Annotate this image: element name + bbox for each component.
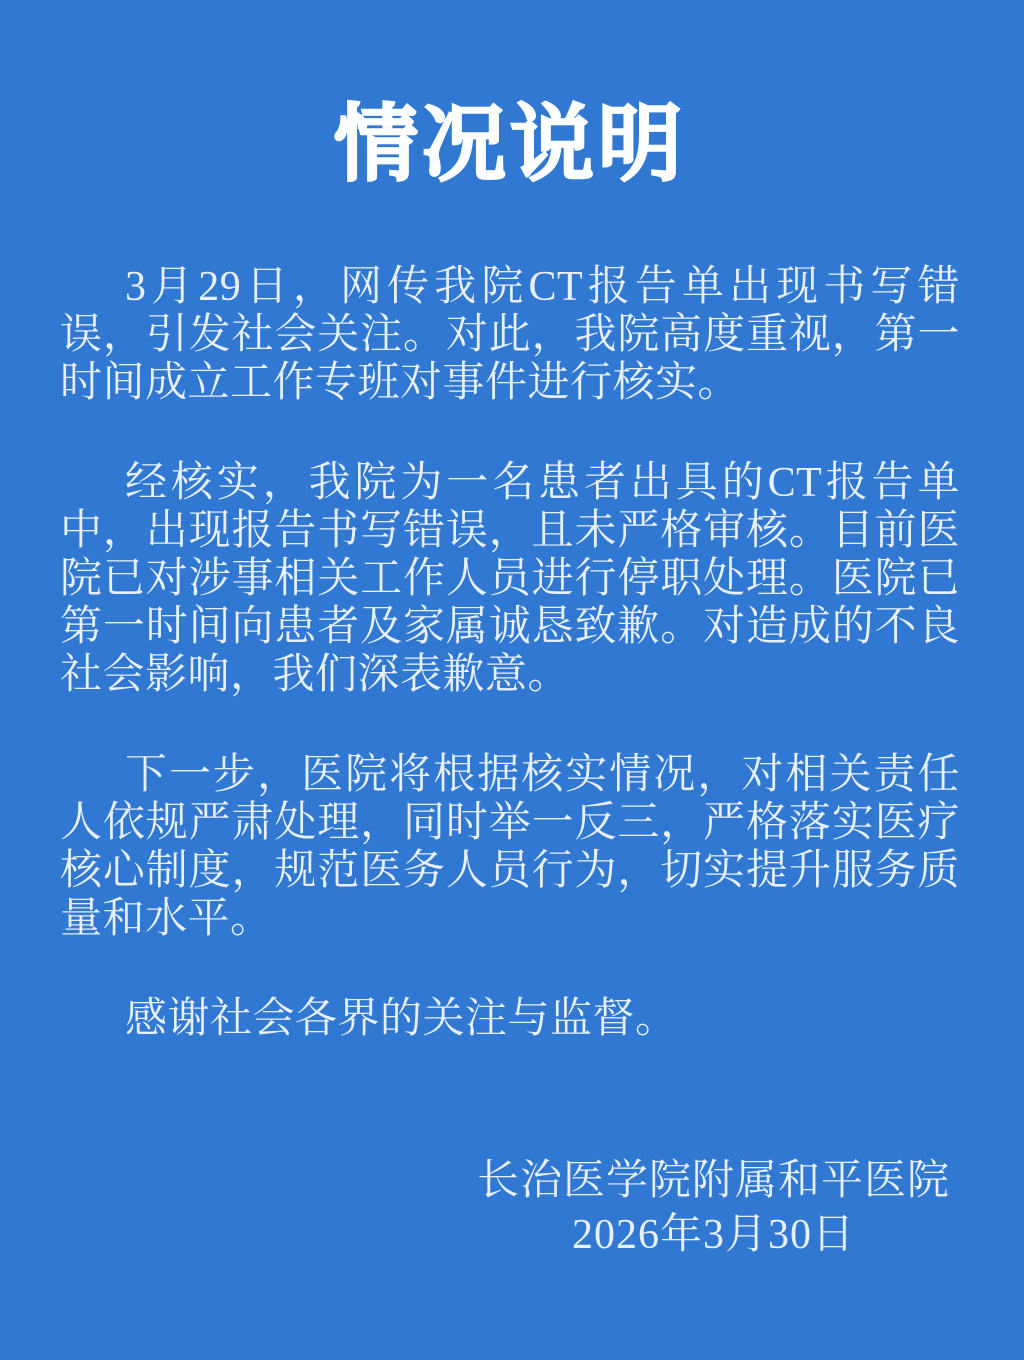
statement-paragraph-2: 经核实，我院为一名患者出具的CT报告单中，出现报告书写错误，且未严格审核。目前医院已对涉事相关工作人员进行停职处理。医院已第一时间向患者及家属诚恳致歉。对造成的不良社会影响，我们深表歉意。 (60, 460, 960, 698)
statement-paragraph-1: 3月29日，网传我院CT报告单出现书写错误，引发社会关注。对此，我院高度重视，第一时间成立工作专班对事件进行核实。 (60, 264, 960, 406)
statement-paragraph-4: 感谢社会各界的关注与监督。 (125, 996, 678, 1042)
page-title: 情况说明 (333, 97, 686, 191)
statement-body (60, 263, 960, 1043)
signature-organization: 长治医学院附属和平医院 (476, 1158, 950, 1204)
signature-area (60, 1157, 960, 1259)
signature-block (477, 1157, 950, 1259)
statement-paragraph-3: 下一步，医院将根据核实情况，对相关责任人依规严肃处理，同时举一反三，严格落实医疗核心制度，规范医务人员行为，切实提升服务质量和水平。 (60, 752, 960, 942)
signature-date: 2026年3月30日 (571, 1212, 855, 1258)
